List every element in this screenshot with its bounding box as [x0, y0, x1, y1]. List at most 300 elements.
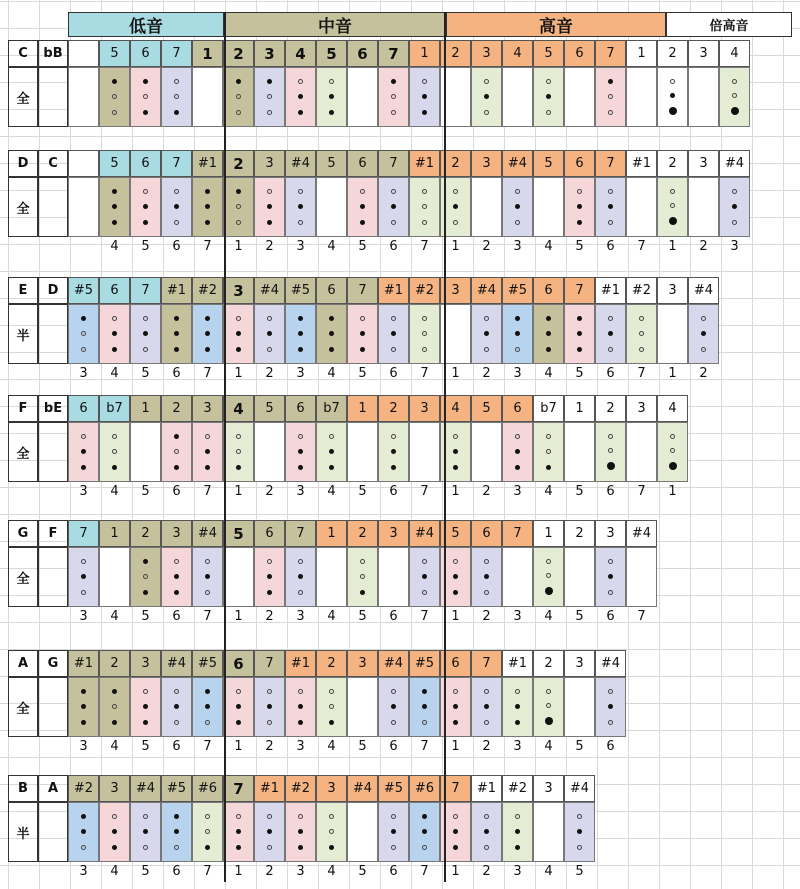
bottom-note: 7: [203, 609, 212, 624]
bottom-note: 2: [482, 366, 491, 381]
hole-dot: [422, 316, 427, 321]
note-cell: 1: [626, 40, 657, 67]
hole-dot: [515, 829, 520, 834]
flute-label: A: [38, 775, 68, 802]
hole-dot: [391, 94, 396, 99]
bottom-note: 5: [141, 484, 150, 499]
fingering-cell: [471, 677, 502, 737]
note-cell: 3: [564, 650, 595, 677]
hole-dot: [732, 79, 737, 84]
hole-dot: [205, 574, 210, 579]
hole-dot: [670, 434, 675, 439]
bottom-note: 4: [327, 739, 336, 754]
hole-dot: [236, 814, 241, 819]
hole-dot: [329, 347, 334, 352]
bottom-note: 4: [544, 864, 553, 879]
note-cell: #4: [471, 277, 502, 304]
note-cell: #1: [471, 775, 502, 802]
hole-dot: [329, 704, 334, 709]
hole-dot: [515, 814, 520, 819]
hole-dot: [639, 316, 644, 321]
hole-dot: [267, 189, 272, 194]
note-cell: 3: [440, 277, 471, 304]
note-cell: 6: [223, 650, 254, 677]
note-cell: #4: [564, 775, 595, 802]
note-cell: 4: [719, 40, 750, 67]
key-label: F: [8, 395, 38, 422]
hole-dot: [267, 204, 272, 209]
note-cell: 7: [595, 40, 626, 67]
hole-dot: [329, 814, 334, 819]
note-cell: 1: [409, 40, 440, 67]
hole-dot: [608, 110, 613, 115]
bottom-note: 4: [110, 484, 119, 499]
hole-dot: [360, 204, 365, 209]
bottom-note: 6: [389, 609, 398, 624]
bottom-note: 1: [234, 609, 243, 624]
note-cell: #1: [161, 277, 192, 304]
hole-dot: [515, 720, 520, 725]
hole-dot: [174, 704, 179, 709]
fingering-cell: [657, 67, 688, 127]
fingering-cell: [316, 177, 347, 237]
hole-dot: [298, 829, 303, 834]
fingering-cell: [254, 67, 285, 127]
hole-dot: [577, 331, 582, 336]
hole-dot: [577, 189, 582, 194]
bottom-note: 5: [141, 864, 150, 879]
bottom-note: 7: [420, 609, 429, 624]
fingering-cell: [502, 802, 533, 862]
note-cell: 3: [161, 520, 192, 547]
bottom-note: 4: [110, 739, 119, 754]
fingering-cell: [471, 802, 502, 862]
fingering-cell: [595, 177, 626, 237]
note-cell: 2: [440, 40, 471, 67]
hole-dot: [174, 449, 179, 454]
bottom-note: 3: [296, 366, 305, 381]
hole-dot: [391, 689, 396, 694]
hole-dot: [391, 465, 396, 470]
hole-dot: [174, 574, 179, 579]
note-cell: 3: [130, 650, 161, 677]
hole-dot: [391, 204, 396, 209]
hole-dot: [391, 331, 396, 336]
bottom-note: 2: [265, 484, 274, 499]
fingering-cell: [471, 547, 502, 607]
fingering-cell: [99, 422, 130, 482]
hole-dot: [484, 347, 489, 352]
hole-dot: [453, 689, 458, 694]
bottom-note: 2: [265, 239, 274, 254]
bottom-note: 6: [606, 366, 615, 381]
hole-dot: [143, 704, 148, 709]
hole-dot: [143, 829, 148, 834]
fingering-cell: [533, 67, 564, 127]
hole-dot: [267, 574, 272, 579]
hole-dot: [267, 845, 272, 850]
hole-dot: [515, 316, 520, 321]
fingering-cell: [409, 547, 440, 607]
hole-dot: [236, 110, 241, 115]
bottom-note: 6: [606, 609, 615, 624]
hole-dot: [236, 331, 241, 336]
hole-dot: [329, 434, 334, 439]
note-cell: 7: [285, 520, 316, 547]
note-cell: #4: [347, 775, 378, 802]
fingering-cell: [68, 67, 99, 127]
hole-dot: [236, 704, 241, 709]
hole-dot: [422, 590, 427, 595]
note-cell: 7: [68, 520, 99, 547]
hole-dot: [81, 845, 86, 850]
note-cell: #1: [192, 150, 223, 177]
note-cell: #2: [285, 775, 316, 802]
bottom-note: 6: [389, 864, 398, 879]
hole-dot: [143, 204, 148, 209]
bottom-note: 2: [265, 366, 274, 381]
hole-dot: [546, 110, 551, 115]
hole-dot: [422, 845, 427, 850]
fingering-cell: [502, 304, 533, 364]
note-cell: #4: [285, 150, 316, 177]
note-cell: 6: [316, 277, 347, 304]
note-cell: 1: [316, 520, 347, 547]
register-divider: [444, 12, 446, 882]
hole-dot: [298, 316, 303, 321]
hole-dot: [143, 559, 148, 564]
hole-dot: [143, 220, 148, 225]
bottom-note: 1: [451, 239, 460, 254]
hole-dot: [484, 689, 489, 694]
bottom-note: 3: [513, 739, 522, 754]
fingering-cell: [192, 177, 223, 237]
fingering-cell: [130, 802, 161, 862]
fingering-cell: [254, 802, 285, 862]
bottom-note: 3: [513, 366, 522, 381]
fingering-cell: [378, 677, 409, 737]
hole-dot: [112, 347, 117, 352]
note-cell: 5: [440, 520, 471, 547]
fingering-cell: [316, 802, 347, 862]
bottom-note: 7: [203, 366, 212, 381]
hole-dot: [205, 845, 210, 850]
note-cell: #2: [502, 775, 533, 802]
fingering-cell: [378, 304, 409, 364]
hole-dot: [608, 574, 613, 579]
hole-dot: [236, 347, 241, 352]
hole-dot: [81, 316, 86, 321]
fingering-cell: [595, 422, 626, 482]
hole-dot: [298, 204, 303, 209]
hole-dot: [143, 574, 148, 579]
bottom-note: 4: [544, 239, 553, 254]
fingering-cell: [409, 304, 440, 364]
hole-dot: [236, 829, 241, 834]
hole-dot: [546, 703, 551, 708]
note-cell: 5: [223, 520, 254, 547]
hole-dot: [669, 462, 677, 470]
hole-dot: [546, 94, 551, 99]
hole-dot: [112, 814, 117, 819]
hole-dot: [298, 189, 303, 194]
note-cell: 3: [192, 395, 223, 422]
hole-dot: [205, 204, 210, 209]
bottom-note: 5: [575, 864, 584, 879]
bottom-note: 3: [79, 484, 88, 499]
hole-dot: [298, 347, 303, 352]
fingering-cell: [130, 177, 161, 237]
note-cell: 5: [316, 150, 347, 177]
hole-dot: [205, 220, 210, 225]
hole-dot: [391, 434, 396, 439]
fingering-cell: [99, 67, 130, 127]
bottom-note: 7: [420, 739, 429, 754]
fingering-cell: [533, 304, 564, 364]
hole-dot: [360, 189, 365, 194]
fingering-cell: [192, 422, 223, 482]
bottom-note: 1: [668, 366, 677, 381]
hole-dot: [546, 434, 551, 439]
hole-dot: [453, 204, 458, 209]
hole-dot: [81, 590, 86, 595]
fingering-cell: [285, 802, 316, 862]
hole-dot: [236, 189, 241, 194]
hole-dot: [267, 829, 272, 834]
bottom-note: 5: [358, 239, 367, 254]
hole-dot: [515, 331, 520, 336]
hole-dot: [545, 587, 553, 595]
note-cell: #1: [595, 277, 626, 304]
hole-dot: [608, 720, 613, 725]
bottom-note: 6: [172, 739, 181, 754]
hole-dot: [174, 590, 179, 595]
hole-dot: [236, 449, 241, 454]
hole-dot: [81, 449, 86, 454]
fingering-cell: [347, 422, 378, 482]
fingering-cell: [316, 547, 347, 607]
mode-spacer: [38, 304, 68, 364]
bottom-note: 7: [420, 239, 429, 254]
bottom-note: 1: [451, 864, 460, 879]
flute-label: G: [38, 650, 68, 677]
hole-dot: [205, 434, 210, 439]
bottom-note: 7: [203, 484, 212, 499]
note-cell: #2: [68, 775, 99, 802]
bottom-note: 1: [234, 484, 243, 499]
key-label: C: [8, 40, 38, 67]
hole-dot: [546, 689, 551, 694]
fingering-cell: [502, 177, 533, 237]
fingering-cell: [564, 67, 595, 127]
hole-dot: [174, 189, 179, 194]
hole-dot: [112, 465, 117, 470]
hole-dot: [236, 720, 241, 725]
bottom-note: 5: [141, 609, 150, 624]
hole-dot: [298, 449, 303, 454]
bottom-note: 3: [513, 239, 522, 254]
bottom-note: 2: [482, 239, 491, 254]
hole-dot: [112, 434, 117, 439]
hole-dot: [608, 316, 613, 321]
fingering-cell: [68, 177, 99, 237]
hole-dot: [577, 829, 582, 834]
note-cell: 7: [378, 150, 409, 177]
fingering-cell: [533, 177, 564, 237]
fingering-cell: [564, 304, 595, 364]
fingering-cell: [68, 304, 99, 364]
hole-dot: [329, 449, 334, 454]
fingering-cell: [595, 304, 626, 364]
hole-dot: [515, 465, 520, 470]
fingering-cell: [285, 422, 316, 482]
note-cell: #1: [502, 650, 533, 677]
bottom-note: 4: [544, 739, 553, 754]
hole-dot: [608, 559, 613, 564]
bottom-note: 4: [327, 609, 336, 624]
mode-label: 全: [8, 177, 38, 237]
note-cell: 2: [161, 395, 192, 422]
bottom-note: 7: [637, 609, 646, 624]
hole-dot: [112, 720, 117, 725]
hole-dot: [143, 189, 148, 194]
fingering-cell: [378, 177, 409, 237]
hole-dot: [205, 449, 210, 454]
hole-dot: [546, 347, 551, 352]
hole-dot: [174, 347, 179, 352]
note-cell: #5: [502, 277, 533, 304]
hole-dot: [174, 220, 179, 225]
fingering-cell: [378, 67, 409, 127]
hole-dot: [143, 689, 148, 694]
hole-dot: [484, 704, 489, 709]
hole-dot: [267, 220, 272, 225]
hole-dot: [143, 845, 148, 850]
note-cell: 1: [192, 40, 223, 67]
fingering-cell: [316, 677, 347, 737]
note-cell: #4: [254, 277, 285, 304]
fingering-cell: [223, 304, 254, 364]
bottom-note: 5: [358, 366, 367, 381]
note-cell: 5: [316, 40, 347, 67]
note-cell: #5: [285, 277, 316, 304]
note-cell: 2: [595, 395, 626, 422]
note-cell: 7: [161, 150, 192, 177]
hole-dot: [484, 331, 489, 336]
hole-dot: [515, 220, 520, 225]
key-label: G: [8, 520, 38, 547]
hole-dot: [143, 331, 148, 336]
hole-dot: [267, 94, 272, 99]
bottom-note: 1: [668, 484, 677, 499]
hole-dot: [515, 704, 520, 709]
bottom-note: 7: [637, 484, 646, 499]
bottom-note: 5: [575, 484, 584, 499]
note-cell: 2: [316, 650, 347, 677]
hole-dot: [298, 434, 303, 439]
bottom-note: 3: [296, 484, 305, 499]
hole-dot: [143, 316, 148, 321]
hole-dot: [112, 845, 117, 850]
bottom-note: 4: [327, 864, 336, 879]
note-cell: 2: [347, 520, 378, 547]
note-cell: 5: [99, 40, 130, 67]
bottom-note: 1: [234, 739, 243, 754]
bottom-note: 1: [234, 864, 243, 879]
fingering-cell: [502, 67, 533, 127]
hole-dot: [298, 689, 303, 694]
hole-dot: [174, 720, 179, 725]
bottom-note: 7: [203, 239, 212, 254]
hole-dot: [484, 829, 489, 834]
hole-dot: [701, 331, 706, 336]
hole-dot: [515, 189, 520, 194]
hole-dot: [236, 79, 241, 84]
note-cell: #4: [378, 650, 409, 677]
hole-dot: [422, 814, 427, 819]
fingering-cell: [99, 677, 130, 737]
fingering-cell: [68, 422, 99, 482]
hole-dot: [112, 220, 117, 225]
fingering-cell: [626, 177, 657, 237]
bottom-note: 3: [513, 609, 522, 624]
hole-dot: [298, 94, 303, 99]
bottom-note: 6: [172, 609, 181, 624]
hole-dot: [360, 559, 365, 564]
note-cell: 4: [223, 395, 254, 422]
bottom-note: 4: [110, 239, 119, 254]
flute-label: C: [38, 150, 68, 177]
hole-dot: [608, 434, 613, 439]
hole-dot: [453, 829, 458, 834]
note-cell: 2: [378, 395, 409, 422]
hole-dot: [205, 590, 210, 595]
hole-dot: [360, 316, 365, 321]
fingering-cell: [688, 177, 719, 237]
hole-dot: [639, 347, 644, 352]
bottom-note: 4: [327, 239, 336, 254]
hole-dot: [143, 814, 148, 819]
note-cell: #4: [502, 150, 533, 177]
fingering-cell: [223, 802, 254, 862]
hole-dot: [701, 316, 706, 321]
hole-dot: [267, 720, 272, 725]
note-cell: 6: [502, 395, 533, 422]
note-cell: 3: [688, 40, 719, 67]
hole-dot: [143, 110, 148, 115]
fingering-cell: [130, 304, 161, 364]
fingering-cell: [409, 802, 440, 862]
fingering-cell: [223, 67, 254, 127]
note-cell: 2: [440, 150, 471, 177]
hole-dot: [329, 331, 334, 336]
fingering-cell: [68, 802, 99, 862]
note-cell: 7: [254, 650, 285, 677]
hole-dot: [298, 720, 303, 725]
hole-dot: [143, 720, 148, 725]
hole-dot: [112, 189, 117, 194]
hole-dot: [112, 829, 117, 834]
fingering-cell: [223, 547, 254, 607]
hole-dot: [484, 814, 489, 819]
hole-dot: [143, 347, 148, 352]
bottom-note: 7: [420, 864, 429, 879]
note-cell: #5: [378, 775, 409, 802]
note-cell: #6: [409, 775, 440, 802]
fingering-cell: [316, 422, 347, 482]
note-cell: #4: [192, 520, 223, 547]
hole-dot: [236, 316, 241, 321]
